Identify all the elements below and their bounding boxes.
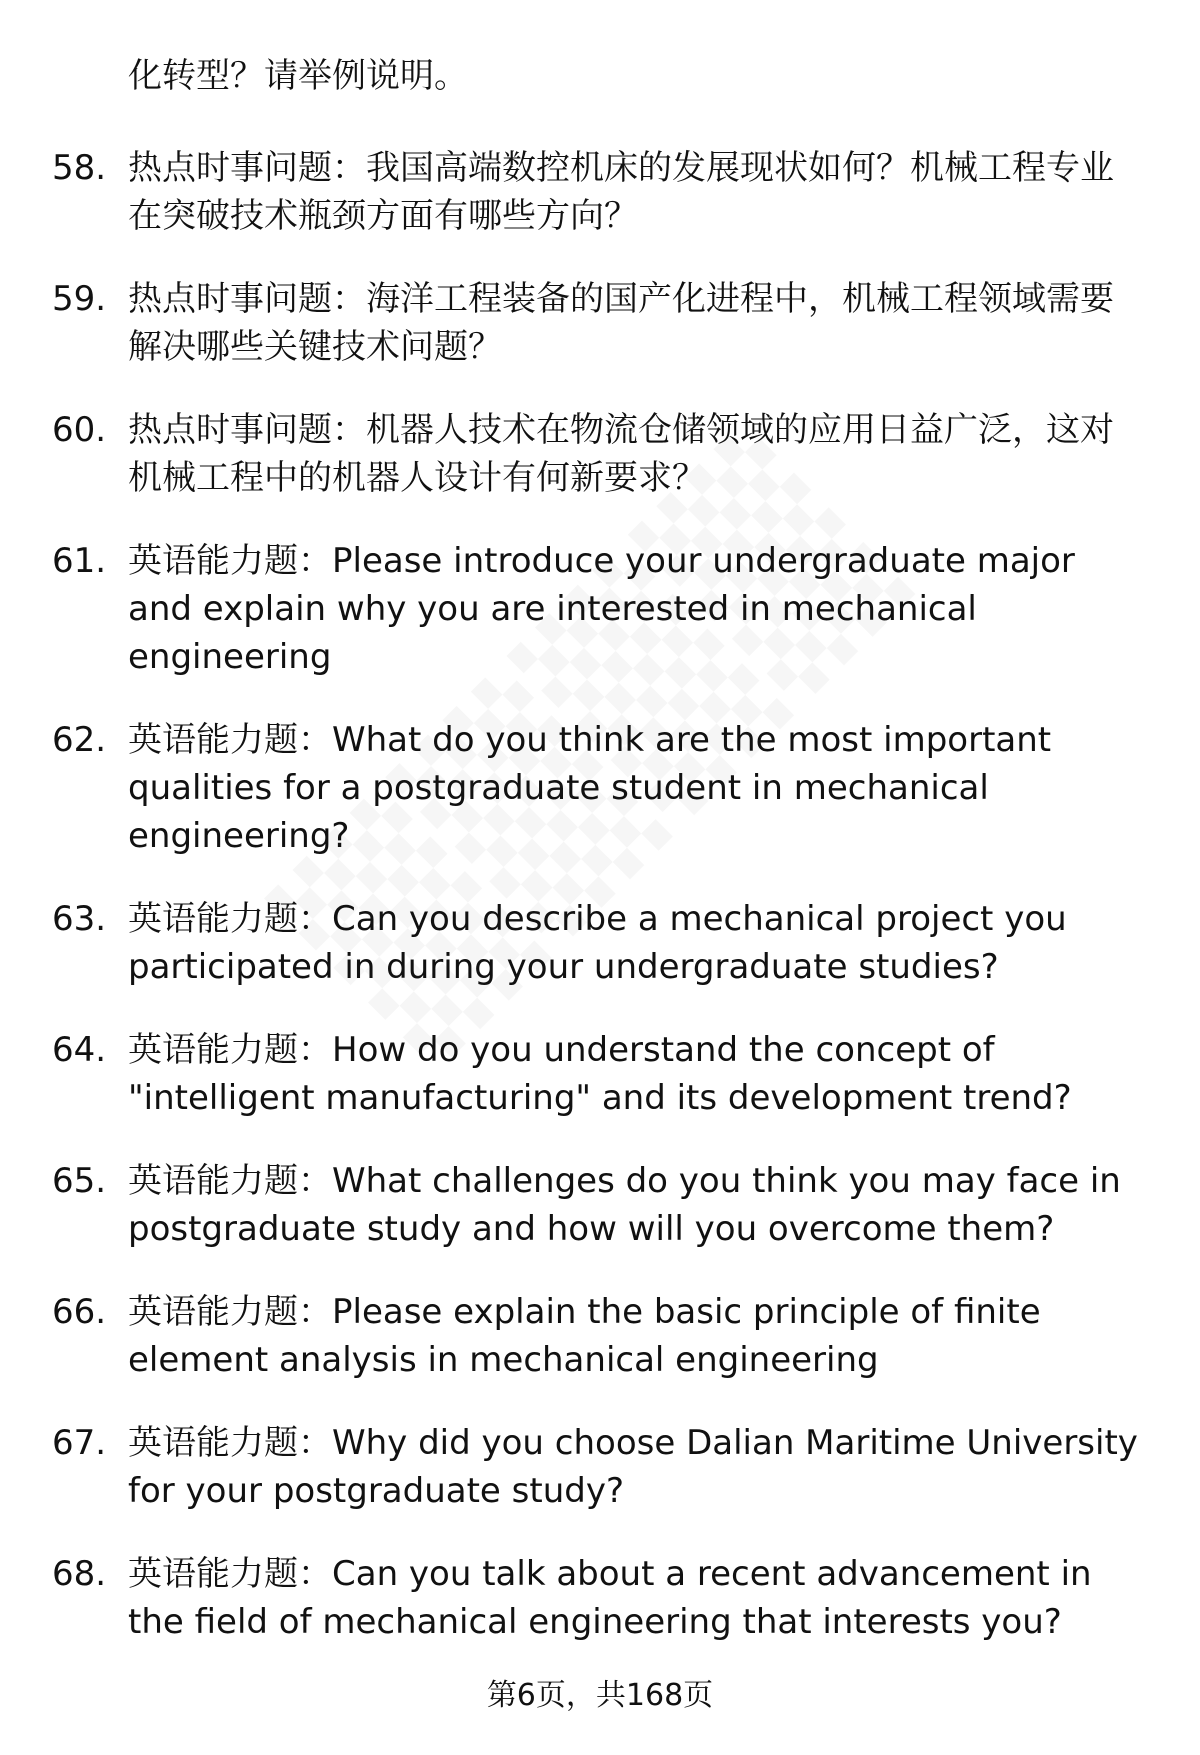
question-text: 热点时事问题：海洋工程装备的国产化进程中，机械工程领域需要解决哪些关键技术问题？ (128, 279, 1114, 367)
list-item (52, 144, 1144, 240)
question-text: 英语能力题：Can you describe a mechanical project you participated in during your undergraduate studies? (128, 899, 1067, 987)
question-number: 62. (52, 720, 107, 760)
list-item (52, 895, 1144, 991)
question-number: 60. (52, 410, 107, 450)
question-number: 58. (52, 148, 107, 188)
question-text: 英语能力题：Please introduce your undergraduate major and explain why you are interested in mechanical engineering (128, 541, 1075, 677)
question-list (0, 52, 1200, 1681)
question-number: 67. (52, 1423, 107, 1463)
list-item (52, 1026, 1144, 1122)
question-number: 59. (52, 279, 107, 319)
list-item (52, 537, 1144, 681)
question-text: 英语能力题：Can you talk about a recent advancement in the field of mechanical engineering that interests you? (128, 1554, 1092, 1642)
question-text: 英语能力题：How do you understand the concept of "intelligent manufacturing" and its development trend? (128, 1030, 1072, 1118)
question-text: 英语能力题：Why did you choose Dalian Maritime University for your postgraduate study? (128, 1423, 1138, 1511)
question-text: 热点时事问题：机器人技术在物流仓储领域的应用日益广泛，这对机械工程中的机器人设计有何新要求？ (128, 410, 1114, 498)
question-number: 66. (52, 1292, 107, 1332)
question-text: 英语能力题：Please explain the basic principle of finite element analysis in mechanical engineering (128, 1292, 1041, 1380)
question-number: 65. (52, 1161, 107, 1201)
question-number: 64. (52, 1030, 107, 1070)
question-text: 热点时事问题：我国高端数控机床的发展现状如何？机械工程专业在突破技术瓶颈方面有哪些方向？ (128, 148, 1114, 236)
list-item (52, 1157, 1144, 1253)
list-item (52, 1550, 1144, 1646)
page-footer: 第6页，共168页 (486, 1678, 714, 1713)
question-text: 英语能力题：What challenges do you think you may face in postgraduate study and how will you overcome them? (128, 1161, 1121, 1249)
question-text: 英语能力题：What do you think are the most important qualities for a postgraduate student in mechanical engineering? (128, 720, 1052, 856)
list-item (52, 406, 1144, 502)
continuation-text: 化转型？请举例说明。 (128, 56, 468, 96)
list-item (52, 275, 1144, 371)
list-item (52, 716, 1144, 860)
question-number: 63. (52, 899, 107, 939)
question-number: 61. (52, 541, 107, 581)
list-item (52, 1288, 1144, 1384)
question-number: 68. (52, 1554, 107, 1594)
list-item (52, 1419, 1144, 1515)
